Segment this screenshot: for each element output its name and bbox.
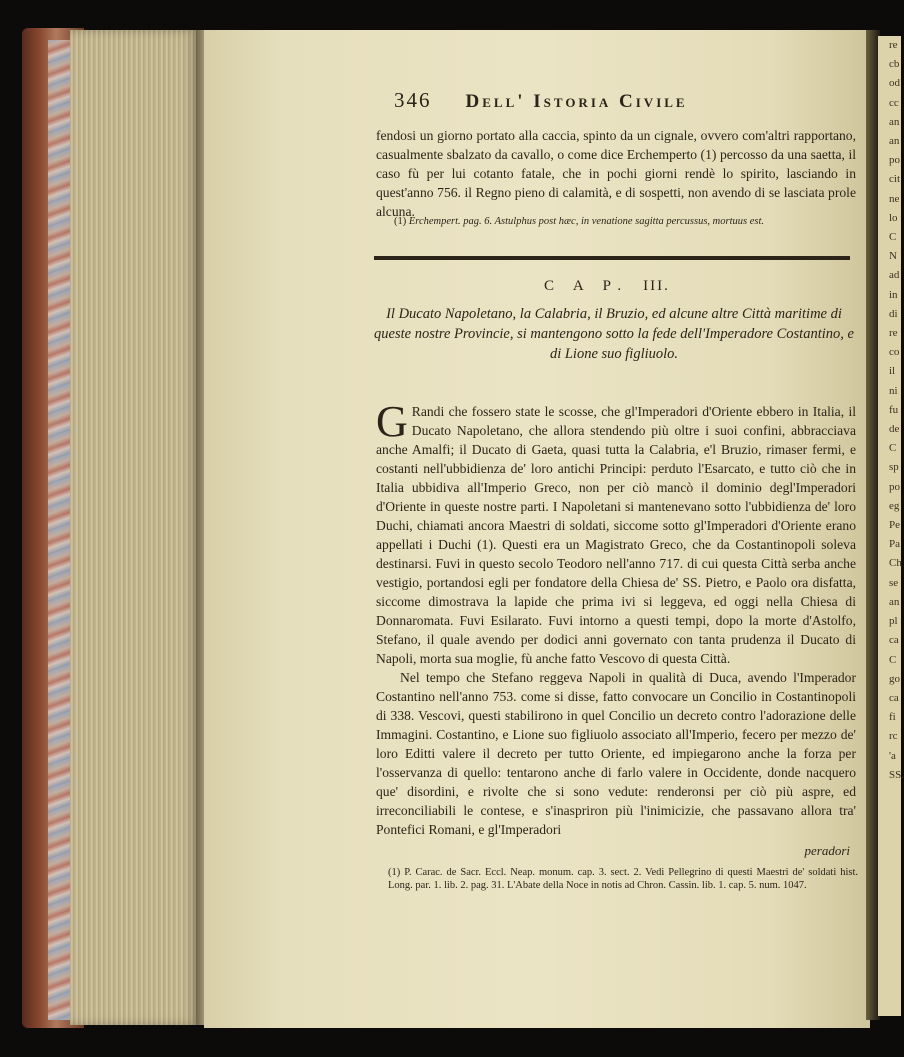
paragraph-opening [376,397,856,668]
facing-page-fragment: re [889,39,898,51]
facing-page-fragment: ni [889,384,898,397]
book-page [204,30,870,1028]
facing-page-fragment: po [889,480,900,493]
chapter-label: C A P. [544,278,630,294]
facing-page-fragment: rc [889,730,898,743]
facing-page-fragment: sp [889,461,899,474]
facing-page-fragment: se [889,576,899,589]
catchword: peradori [804,843,850,858]
facing-page-fragment: Pe [889,519,900,532]
facing-page-fragment: pl [889,615,898,628]
facing-page-fragment: an [889,115,900,128]
paragraph-text: fendosi un giorno portato alla caccia, spinto da un cignale, ovvero com'altri rapportano, casualmente sbalzato da cavallo, o come dice Erchemperto (1) percosso da una saetta, il caso fù per lui cotanto fatale, che in pochi giorni rendè lo spirito, lasciando in quest'anno 756. il Regno pieno di calamità, e di sospetti, non avendo di se lasciata prole alcuna. [376,128,856,219]
facing-page-fragment: Pa [889,538,900,551]
facing-page-fragment: C [889,231,897,244]
footnote-text: P. Carac. de Sacr. Eccl. Neap. monum. cap. 3. sect. 2. Vedi Pellegrino di questi Maestri de' soldati hist. Long. par. 1. lib. 2. pag. 31. L'Abate della Noce in notis ad Chron. Cassin. lib. 1. cap. 5. num. 1047. [388,867,858,891]
facing-page-fragment: Ch [889,557,902,570]
page-block-edges [70,30,198,1025]
facing-page-text [878,36,904,785]
facing-page-fragment: eg [889,499,900,512]
facing-page-fragment: cc [889,96,899,109]
facing-page-fragment: di [889,307,898,320]
facing-page-fragment: ca [889,691,899,704]
facing-page-fragment: ad [889,269,900,282]
page-header [394,88,854,113]
facing-page-fragment: cb [889,58,900,71]
chapter-number: III. [643,278,670,294]
footnote-1 [394,216,854,227]
chapter-heading [544,278,670,295]
facing-page-fragment: co [889,346,900,359]
facing-page-fragment: il [889,365,896,378]
facing-page-fragment: ne [889,192,900,205]
facing-page-fragment: fu [889,403,899,416]
facing-page-fragment: re [889,327,898,340]
facing-page-fragment: C [889,653,897,666]
drop-cap: G [376,397,408,446]
facing-page-fragment: in [889,288,898,301]
chapter-body [376,397,856,839]
facing-page-edge [878,36,904,1016]
facing-page-fragment: an [889,135,900,148]
facing-page-fragment: an [889,595,900,608]
footnote-marker: (1) [394,216,407,227]
facing-page-fragment: de [889,423,900,436]
footnote-marker: (1) [388,867,401,878]
page-number: 346 [394,88,432,112]
section-rule [374,256,850,260]
footnote-2 [388,866,858,892]
facing-page-fragment: go [889,672,900,685]
footnote-text: Erchempert. pag. 6. Astulphus post hæc, in venatione sagitta percussus, mortuus est. [408,216,765,227]
facing-page-fragment: cit [889,173,900,186]
paragraph-continued [376,126,856,221]
facing-page-fragment: lo [889,211,898,224]
running-head: Dell' Istoria Civile [465,91,688,112]
facing-page-fragment: N [889,250,897,263]
paragraph-second: Nel tempo che Stefano reggeva Napoli in qualità di Duca, avendo l'Imperador Costantino nell'anno 753. come si disse, fatto convocare un Concilio in Costantinopoli di 338. Vescovi, questi stabilirono in quel Concilio un decreto contro l'adorazione delle Immagini. Costantino, e Lione suo figliuolo associato all'Imperio, fecero per mezzo de' loro Editti valere il decreto per tutto Oriente, ed impiegarono anche la forza per l'osservanza di quello: tentarono anche di farlo valere in Occidente, donde nacquero que' disordini, e rivolte che si sono vedute: renderonsi per ciò più aspre, ed irreconciliabili le contese, e s'inaspriron più l'inimicizie, che passavano allora tra' Pontefici Romani, e gl'Imperadori [376,670,856,837]
paragraph-text: Randi che fossero state le scosse, che gl'Imperadori d'Oriente ebbero in Italia, il Ducato Napoletano, che allora stendendo più oltre i suoi confini, abbracciava anche Amalfi; il Ducato di Gaeta, quasi tutta la Calabria, e'l Bruzio, rimaser fermi, e costanti nell'ubbidienza de' loro antichi Principi: perduto l'Esarcato, e tutto ciò che in Italia ubbidiva all'Imperio Greco, non per ciò mancò il dominio degl'Imperadori d'Oriente in queste nostre parti. I Napoletani si mantenevano sotto l'ubbidienza de' loro Duchi, chiamati ancora Maestri di soldati, siccome sotto gl'Imperadori d'Oriente erano appellati i Duchi (1). Questi era un Magistrato Greco, che da Costantinopoli soleva destinarsi. Fuvi in questo secolo Teodoro nell'anno 717. di cui questa Città serba anche vestigio, portandosi egli per fondatore della Chiesa de' SS. Pietro, e Paolo ora disfatta, siccome dimostrava la lapide che prima ivi si leggeva, ed oggi nella Chiesa di Donnaromata. Fuvi Esilarato. Fuvi intorno a questi tempi, dopo la morte d'Astolfo, Stefano, il quale avendo per dodici anni governato con tanta prudenza il Ducato di Napoli, morta sua moglie, fù anche fatto Vescovo di questa Città. [376,404,856,666]
facing-page-fragment: C [889,442,897,455]
facing-page-fragment: SS. [889,768,904,781]
facing-page-fragment: fi [889,711,896,724]
facing-page-fragment: od [889,77,900,90]
facing-page-fragment: po [889,154,900,167]
facing-page-fragment: 'a [889,749,896,762]
chapter-title: Il Ducato Napoletano, la Calabria, il Bruzio, ed alcune altre Città maritime di queste nostre Provincie, si mantengono sotto la fede dell'Imperadore Costantino, e di Lione suo figliuolo. [374,306,854,362]
facing-page-fragment: ca [889,634,899,647]
